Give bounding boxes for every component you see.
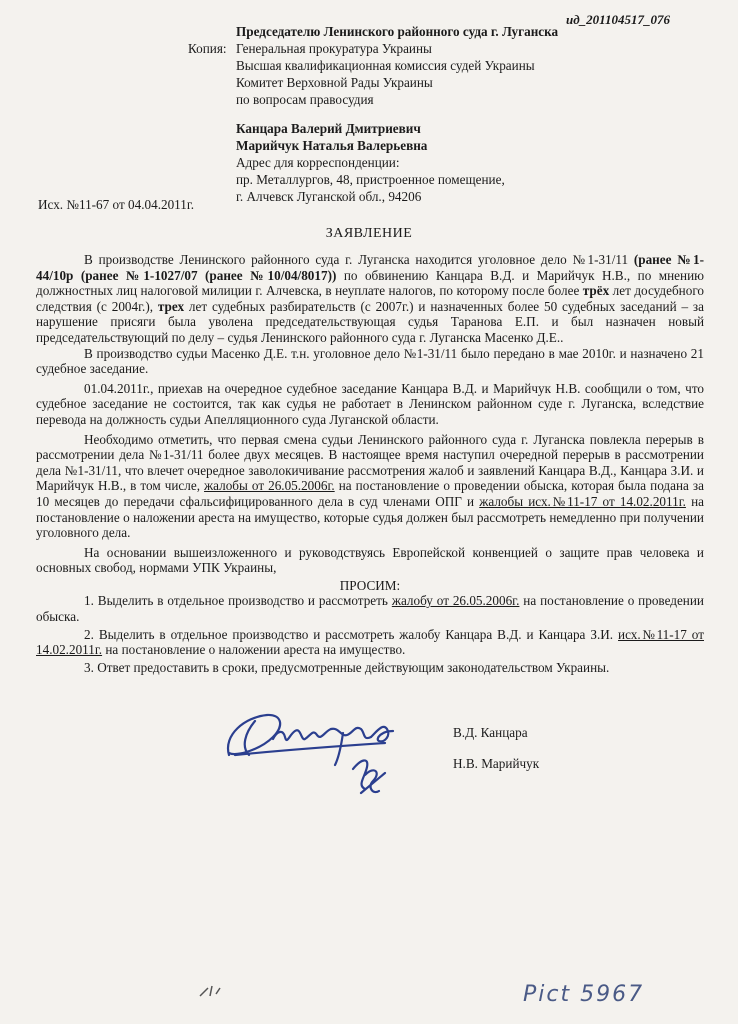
p1-emphasis-three: трёх	[582, 283, 610, 299]
addressee: Председателю Ленинского районного суда г. Луганска	[236, 24, 559, 39]
address-line-2: г. Алчевск Луганской обл., 94206	[236, 189, 422, 204]
request-heading: ПРОСИМ:	[339, 577, 401, 593]
p1-text-c: по обвинению Канцара В.Д. и Марийчук Н.В., по мнению должностных лиц налоговой милиции г. Алчевска, в неуплате налогов, по которому после более	[36, 267, 704, 299]
handwritten-signature	[215, 695, 430, 820]
signature-name-1: В.Д. Канцара	[453, 725, 528, 740]
scan-mark	[196, 982, 226, 1002]
r1-complaint-ref: жалобу от 26.05.2006г.	[391, 593, 520, 609]
p1-text-a: В производстве Ленинского районного суда г. Луганска находится уголовное дело №1-31/11	[84, 252, 634, 267]
p4-text-c: на постановление о проведении обыска, которая была подана за 10 месяцев до передачи сфальсифицированного дела в суд членами ОПГ и	[36, 478, 704, 509]
signature-name-2: Н.В. Марийчук	[453, 756, 540, 771]
document-id: ид_201104517_076	[566, 12, 670, 27]
p4-complaint-ref-2: жалобы исх.№11-17 от 14.02.2011г.	[479, 493, 686, 509]
request-item-3: 3. Ответ предоставить в сроки, предусмотренные действующим законодательством Украины.	[84, 659, 610, 675]
paragraph-1	[36, 252, 704, 346]
document-body	[36, 252, 704, 675]
copy-line-3: Комитет Верховной Рады Украины	[236, 75, 433, 90]
document-title: ЗАЯВЛЕНИЕ	[325, 226, 413, 241]
p4-complaint-ref-1: жалобы от 26.05.2006г.	[204, 478, 335, 494]
p1-case-numbers: (ранее №1-44/10р (ранее №1-1027/07 (ранее №10/04/8017))	[36, 252, 704, 283]
paragraph-2: В производство судьи Масенко Д.Е. т.н. уголовное дело №1-31/11 было передано в мае 2010г. и назначено 21 судебное заседание.	[36, 345, 704, 377]
r1-text-c: на постановление о проведении обыска.	[36, 593, 704, 625]
r1-text-a: 1. Выделить в отдельное производство и рассмотреть	[84, 593, 392, 609]
r2-text-c: на постановление о наложении ареста на имущество.	[102, 642, 406, 658]
bottom-annotation: Pict 5967	[523, 982, 645, 1007]
paragraph-5: На основании вышеизложенного и руководствуясь Европейской конвенцией о защите прав человека и основных свобод, нормами УПК Украины,	[36, 544, 704, 576]
address-line-1: пр. Металлургов, 48, пристроенное помещение,	[236, 172, 505, 187]
sender-2: Марийчук Наталья Валерьевна	[236, 138, 428, 153]
paragraph-4	[36, 432, 704, 541]
p4-text-e: на постановление о наложении ареста на имущество, которые судья должен был рассмотреть немедленно при получении уголовного дела.	[36, 493, 704, 541]
outgoing-reference: Исх. №11-67 от 04.04.2011г.	[38, 197, 195, 212]
paragraph-3: 01.04.2011г., приехав на очередное судебное заседание Канцара В.Д. и Марийчук Н.В. сообщили о том, что судебное заседание не состоится, так как судья не работает в Ленинском районном суде г. Луганска, вследствие перевода на должность судьи Апелляционного суда Луганской области.	[36, 380, 704, 427]
copy-label: Копия:	[188, 41, 227, 56]
r2-text-a: 2. Выделить в отдельное производство и рассмотреть жалобу Канцара В.Д. и Канцара З.И.	[84, 626, 619, 642]
sender-1: Канцара Валерий Дмитриевич	[236, 121, 421, 136]
p1-text-e: лет досудебного следствия (с 2004г.),	[36, 283, 704, 314]
address-label: Адрес для корреспонденции:	[236, 155, 400, 170]
p4-text-a: Необходимо отметить, что первая смена судьи Ленинского районного суда г. Луганска повлекла перерыв в рассмотрении дела №1-31/11 более двух месяцев. В настоящее время наступил очередной перерыв в рассмотрении дела №1-31/11, что влечет очередное заволокичивание рассмотрения жалоб и заявлений Канцара В.Д., Канцара З.И. и Марийчук Н.В., в том числе,	[36, 431, 704, 494]
r2-complaint-ref: исх.№11-17 от 14.02.2011г.	[36, 626, 704, 658]
request-item-1	[36, 593, 704, 624]
request-item-2	[36, 627, 704, 658]
copy-line-4: по вопросам правосудия	[236, 92, 374, 107]
copy-line-2: Высшая квалификационная комиссия судей Украины	[236, 58, 535, 73]
p1-text-g: лет судебных разбирательств (с 2007г.) и назначенных более 50 судебных заседаний – за нарушение присяги была уволена председательствующая судья Таранова Е.П. и был назначен новый председательствующий по делу – судья Ленинского районного суда г. Луганска Масенко Д.Е..	[36, 298, 704, 345]
p1-emphasis-three-2: трех	[157, 298, 185, 314]
copy-line-1: Генеральная прокуратура Украины	[236, 41, 432, 56]
